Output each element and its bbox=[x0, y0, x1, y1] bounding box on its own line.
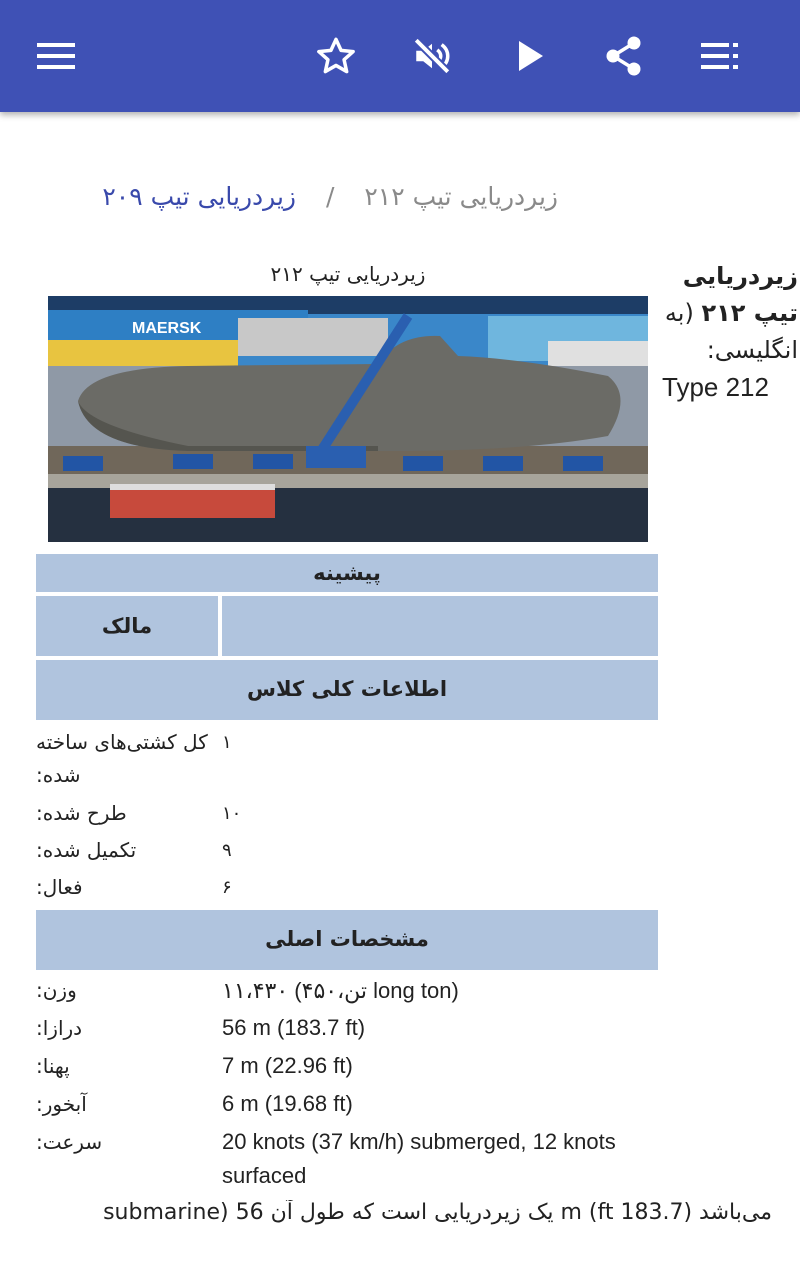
completed-label: تکمیل شده: bbox=[36, 838, 137, 862]
length-value: 56 m (183.7 ft) bbox=[222, 1015, 366, 1040]
active-value: ۶ bbox=[222, 877, 232, 898]
submarine-photo[interactable] bbox=[48, 296, 648, 542]
infobox-header-specifications: مشخصات اصلی bbox=[36, 910, 658, 970]
favorite-button[interactable] bbox=[310, 30, 362, 82]
draft-value: 6 m (19.68 ft) bbox=[222, 1091, 353, 1116]
length-label: درازا: bbox=[36, 1016, 83, 1040]
infobox-caption: زیردریایی تیپ ۲۱۲ bbox=[270, 262, 426, 286]
completed-value: ۹ bbox=[222, 840, 232, 861]
mute-button[interactable] bbox=[406, 30, 458, 82]
submarine-photo-drawing bbox=[48, 296, 648, 542]
star-outline-icon bbox=[315, 35, 357, 77]
app-toolbar bbox=[0, 0, 800, 112]
owner-value bbox=[222, 596, 658, 656]
draft-label: آبخور: bbox=[36, 1092, 87, 1116]
breadcrumb-separator: / bbox=[325, 182, 335, 211]
breadcrumb-current: زیردریایی تیپ ۲۱۲ bbox=[364, 182, 558, 211]
list-icon bbox=[701, 42, 739, 70]
infobox-header-class-info: اطلاعات کلی کلاس bbox=[36, 660, 658, 720]
article-title-paren: (به انگلیسی: bbox=[664, 299, 798, 364]
breadcrumb-parent-link[interactable]: زیردریایی تیپ ۲۰۹ bbox=[102, 182, 296, 211]
share-icon bbox=[604, 35, 644, 77]
beam-label: پهنا: bbox=[36, 1054, 70, 1078]
active-label: فعال: bbox=[36, 875, 83, 899]
ships-built-value: ۱ bbox=[222, 732, 232, 753]
share-button[interactable] bbox=[598, 30, 650, 82]
play-icon bbox=[515, 39, 545, 73]
table-of-contents-button[interactable] bbox=[694, 30, 746, 82]
article-title-english: Type 212 bbox=[662, 372, 769, 402]
displacement-value: ۱۱،۴۳۰ (۴۵۰،تن long ton) bbox=[222, 978, 459, 1003]
displacement-label: وزن: bbox=[36, 978, 77, 1002]
ship-hull-lettering: MAERSK bbox=[132, 320, 202, 337]
breadcrumb bbox=[102, 182, 558, 211]
menu-button[interactable] bbox=[30, 30, 82, 82]
speed-value: 20 knots (37 km/h) submerged, 12 knots surfaced bbox=[222, 1129, 616, 1188]
owner-label: مالک bbox=[36, 596, 218, 656]
planned-label: طرح شده: bbox=[36, 801, 127, 825]
speed-label: سرعت: bbox=[36, 1130, 103, 1154]
article-title-bold: زیردریایی تیپ ۲۱۲ bbox=[682, 262, 798, 327]
article-lead-title bbox=[662, 258, 798, 406]
play-button[interactable] bbox=[504, 30, 556, 82]
beam-value: 7 m (22.96 ft) bbox=[222, 1053, 353, 1078]
volume-off-icon bbox=[411, 35, 453, 77]
ships-built-label: کل کشتی‌های ساخته شده: bbox=[36, 730, 208, 787]
planned-value: ۱۰ bbox=[222, 803, 242, 824]
infobox-header-background: پیشینه bbox=[36, 554, 658, 592]
hamburger-menu-icon bbox=[37, 42, 75, 70]
article-paragraph: می‌باشد (183.7 ft) m یک زیردریایی است که طول آن 56 (submarine bbox=[103, 1200, 772, 1225]
